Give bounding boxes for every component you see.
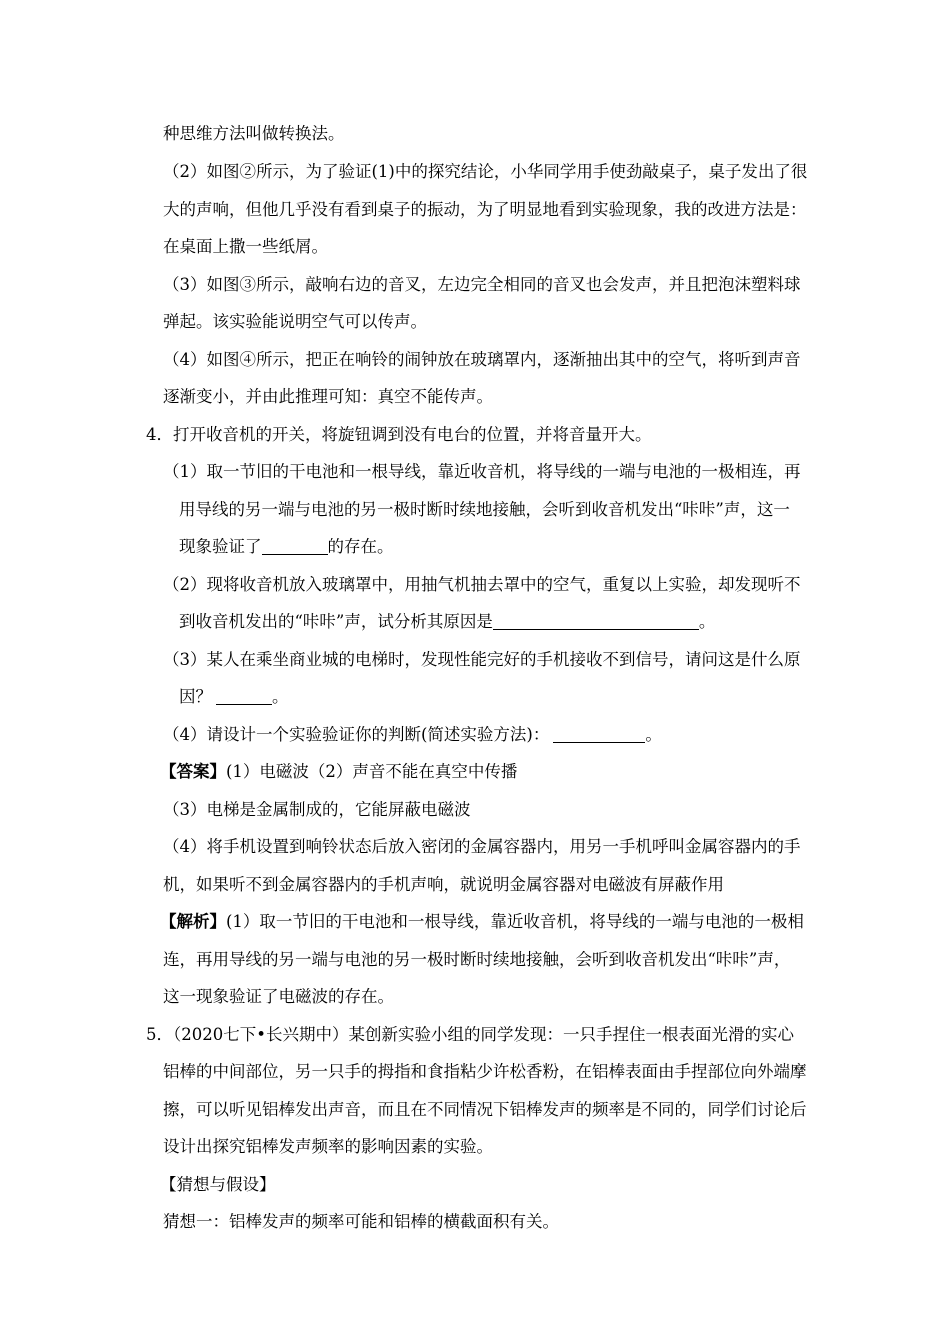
q4-sub1-line3 <box>179 537 394 557</box>
answer-blank-1[interactable] <box>262 538 328 555</box>
q4-sub3-text-a: 因？ <box>179 687 212 706</box>
q4-sub2-text-a: 到收音机发出的“咔咔”声，试分析其原因是 <box>179 612 493 631</box>
q4-sub3-line1: （3）某人在乘坐商业城的电梯时，发现性能完好的手机接收不到信号，请问这是什么原 <box>163 650 801 669</box>
analysis-line2: 连，再用导线的另一端与电池的另一极时断时续地接触，会听到收音机发出“咔咔”声， <box>163 950 791 969</box>
q5-line4: 设计出探究铝棒发声频率的影响因素的实验。 <box>163 1137 493 1156</box>
analysis-text-1: (1）取一节旧的干电池和一根导线，靠近收音机，将导线的一端与电池的一极相 <box>226 912 804 931</box>
answer-text-1: (1）电磁波（2）声音不能在真空中传播 <box>226 762 518 781</box>
q5-line3: 擦，可以听见铝棒发出声音，而且在不同情况下铝棒发声的频率是不同的，同学们讨论后 <box>163 1100 807 1119</box>
q3-p4-line1: （4）如图④所示，把正在响铃的闹钟放在玻璃罩内，逐渐抽出其中的空气，将听到声音 <box>163 350 801 369</box>
q4-sub1-text-b: 的存在。 <box>327 537 394 556</box>
answer-blank-3[interactable] <box>216 688 272 705</box>
q3-p2-line1: （2）如图②所示，为了验证(1)中的探究结论，小华同学用手使劲敲桌子，桌子发出了很 <box>163 162 808 181</box>
q5-heading: 【猜想与假设】 <box>160 1175 276 1194</box>
q5-line1: 5．（2020七下•长兴期中）某创新实验小组的同学发现：一只手捏住一根表面光滑的实心 <box>146 1025 794 1044</box>
analysis-line3: 这一现象验证了电磁波的存在。 <box>163 987 394 1006</box>
answer-tag: 【答案】 <box>160 762 226 781</box>
q4-sub1-line2: 用导线的另一端与电池的另一极时断时续地接触，会听到收音机发出“咔咔”声，这一 <box>179 500 790 519</box>
answer-blank-2[interactable] <box>493 613 699 630</box>
q5-line2: 铝棒的中间部位，另一只手的拇指和食指粘少许松香粉，在铝棒表面由手捏部位向外端摩 <box>163 1062 807 1081</box>
q3-p3-line2: 弹起。该实验能说明空气可以传声。 <box>163 312 427 331</box>
answer-line1 <box>160 762 517 782</box>
q3-p3-line1: （3）如图③所示，敲响右边的音叉，左边完全相同的音叉也会发声，并且把泡沫塑料球 <box>163 275 801 294</box>
q4-sub3-text-b: 。 <box>272 687 289 706</box>
q3-p2-line2: 大的声响，但他几乎没有看到桌子的振动，为了明显地看到实验现象，我的改进方法是： <box>163 200 807 219</box>
q3-p2-line3: 在桌面上撒一些纸屑。 <box>163 237 328 256</box>
analysis-line1 <box>160 912 804 932</box>
analysis-tag: 【解析】 <box>160 912 226 931</box>
answer-line3: （4）将手机设置到响铃状态后放入密闭的金属容器内，用另一手机呼叫金属容器内的手 <box>163 837 801 856</box>
q5-guess1: 猜想一：铝棒发声的频率可能和铝棒的横截面积有关。 <box>163 1212 559 1231</box>
q4-sub4-text-a: （4）请设计一个实验验证你的判断(简述实验方法)： <box>163 725 550 744</box>
q3-p4-line2: 逐渐变小，并由此推理可知：真空不能传声。 <box>163 387 493 406</box>
q4-sub2-line2 <box>179 612 715 632</box>
q4-sub1-text-a: 现象验证了 <box>179 537 262 556</box>
answer-line2: （3）电梯是金属制成的，它能屏蔽电磁波 <box>163 800 471 819</box>
q4-sub2-text-b: 。 <box>698 612 716 631</box>
answer-blank-4[interactable] <box>553 726 645 743</box>
q4-stem: 4．打开收音机的开关，将旋钮调到没有电台的位置，并将音量开大。 <box>146 425 652 444</box>
q4-sub2-line1: （2）现将收音机放入玻璃罩中，用抽气机抽去罩中的空气，重复以上实验，却发现听不 <box>163 575 801 594</box>
q4-sub4-text-b: 。 <box>645 725 662 744</box>
answer-line4: 机，如果听不到金属容器内的手机声响，就说明金属容器对电磁波有屏蔽作用 <box>163 875 724 894</box>
q4-sub1-line1: （1）取一节旧的干电池和一根导线，靠近收音机，将导线的一端与电池的一极相连，再 <box>163 462 801 481</box>
q4-sub3-line2 <box>179 687 289 707</box>
q3-line0: 种思维方法叫做转换法。 <box>163 124 345 143</box>
q4-sub4-line <box>163 725 662 745</box>
